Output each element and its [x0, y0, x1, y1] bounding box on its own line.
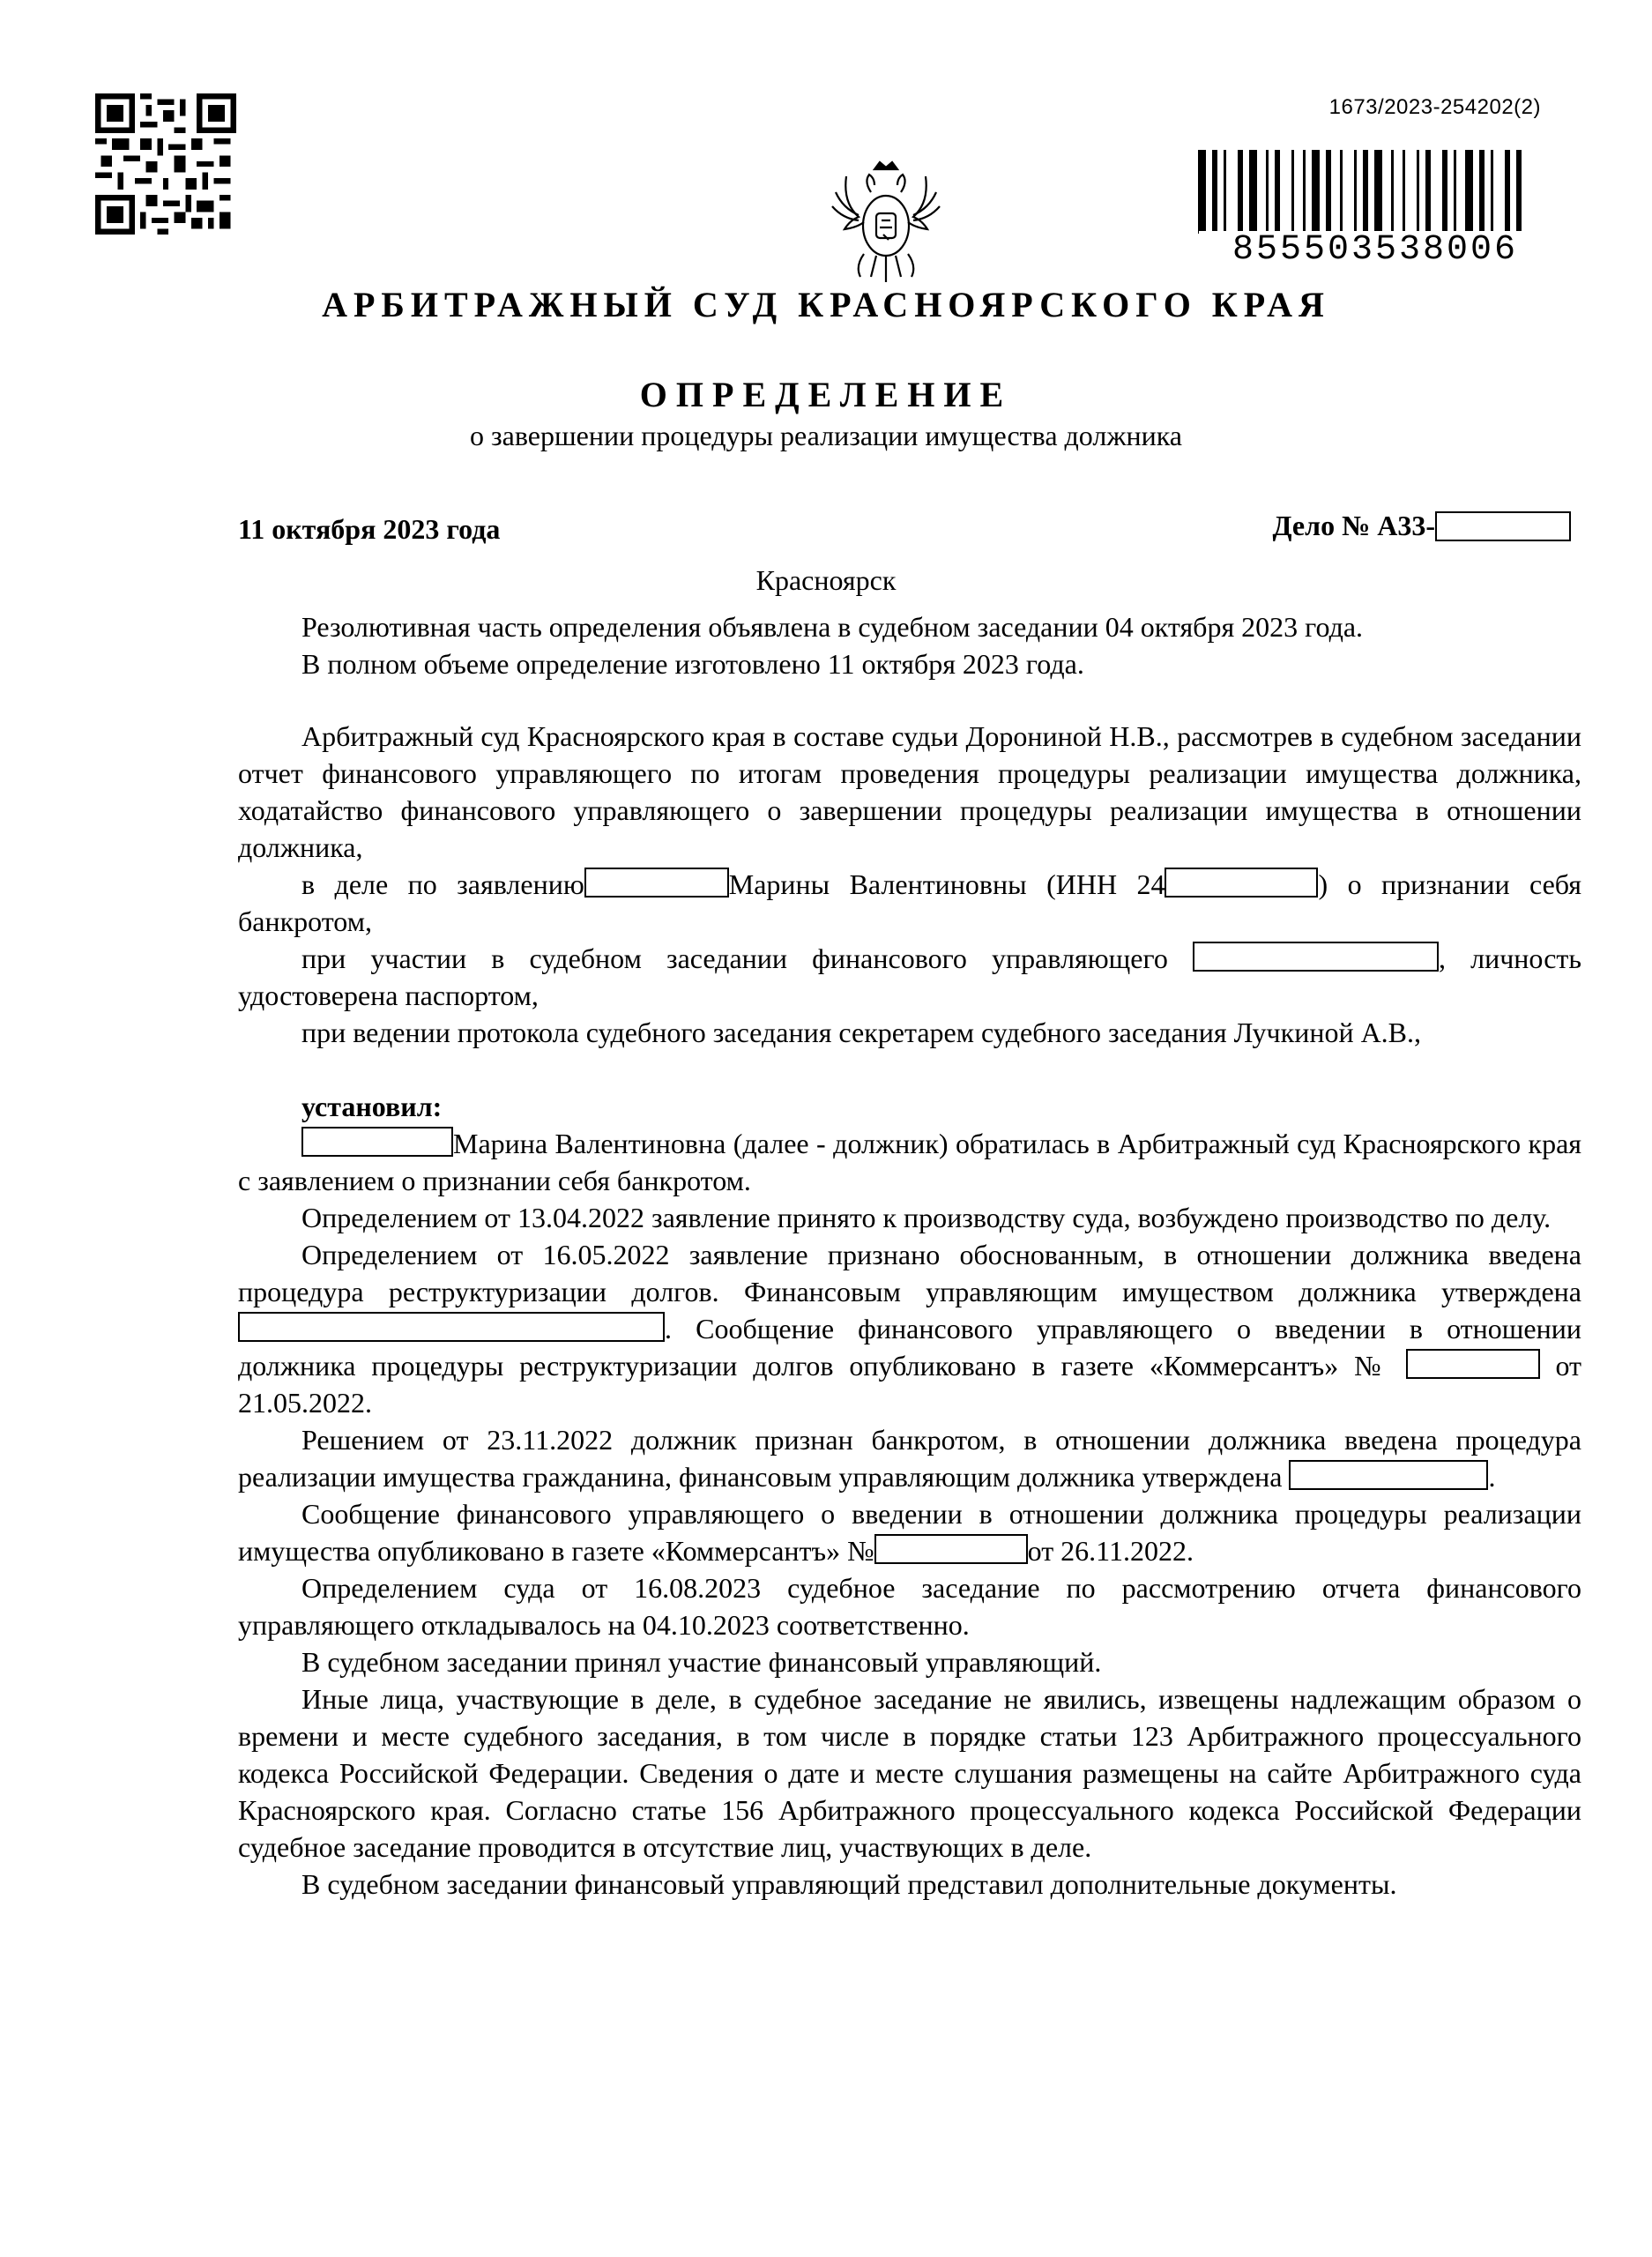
case-number — [1273, 510, 1571, 542]
paragraph — [238, 1236, 1581, 1421]
text-fragment: Марины Валентиновны (ИНН 24 — [728, 868, 1165, 900]
established-heading: установил: — [301, 1091, 443, 1122]
redacted-publication-number — [1406, 1349, 1540, 1379]
text-fragment: в деле по заявлению — [301, 868, 584, 900]
city: Красноярск — [755, 564, 897, 596]
paragraph: Определением от 13.04.2022 заявление принято к производству суда, возбуждено производство по делу. — [301, 1202, 1552, 1233]
paragraph — [238, 1125, 1581, 1199]
text-fragment: от 26.11.2022. — [1027, 1535, 1194, 1567]
text-fragment: Определением от 16.05.2022 заявление признано обоснованным, в отношении должника введена процедура реструктуризации долгов. Финансовым управляющим имуществом должника утверждена — [238, 1239, 1581, 1307]
court-name: АРБИТРАЖНЫЙ СУД КРАСНОЯРСКОГО КРАЯ — [322, 285, 1330, 324]
coat-of-arms-icon — [829, 157, 943, 289]
qr-code-icon — [95, 93, 236, 235]
redacted-manager-name — [1289, 1460, 1488, 1490]
document-body — [238, 608, 1581, 1903]
redacted-publication-number — [874, 1534, 1028, 1564]
redacted-case-number — [1435, 511, 1571, 541]
text-fragment: при участии в судебном заседании финансового управляющего — [301, 942, 1168, 974]
paragraph: Иные лица, участвующие в деле, в судебное заседание не явились, извещены надлежащим образом о времени и месте судебного заседания, в том числе в порядке статьи 123 Арбитражного процессуального кодекса Российской Федерации. Сведения о дате и месте слушания размещены на сайте Арбитражного суда Красноярского края. Согласно статье 156 Арбитражного процессуального кодекса Российской Федерации судебное заседание проводится в отсутствие лиц, участвующих в деле. — [238, 1683, 1581, 1863]
text-fragment: от 21.05.2022. — [238, 1350, 1582, 1419]
paragraph: Резолютивная часть определения объявлена в судебном заседании 04 октября 2023 года. — [301, 611, 1364, 643]
document-id: 1673/2023-254202(2) — [1328, 95, 1541, 119]
text-fragment: ) о признании себя банкротом, — [238, 868, 1581, 937]
paragraph: В судебном заседании принял участие финансовый управляющий. — [301, 1646, 1102, 1678]
text-fragment: Сообщение финансового управляющего о введении в отношении должника процедуры реализации имущества опубликовано в газете «Коммерсантъ» № — [238, 1498, 1581, 1567]
text-fragment: Марина Валентиновна (далее - должник) обратилась в Арбитражный суд Красноярского края с заявлением о признании себя банкротом. — [238, 1128, 1581, 1196]
paragraph: В полном объеме определение изготовлено 11 октября 2023 года. — [301, 648, 1084, 680]
document-date: 11 октября 2023 года — [238, 513, 501, 545]
text-fragment: . Сообщение финансового управляющего о введении в отношении должника процедуры реструктуризации долгов опубликовано в газете «Коммерсантъ» № — [238, 1313, 1581, 1382]
case-label: Дело № А33- — [1272, 510, 1435, 541]
paragraph: Определением суда от 16.08.2023 судебное заседание по рассмотрению отчета финансового управляющего откладывалось на 04.10.2023 соответственно. — [238, 1572, 1581, 1641]
barcode-number: 855503538006 — [1199, 231, 1552, 270]
paragraph — [238, 1495, 1581, 1569]
paragraph — [238, 940, 1581, 1014]
paragraph — [238, 1421, 1581, 1495]
document-subtitle: о завершении процедуры реализации имущества должника — [470, 420, 1182, 451]
paragraph — [238, 866, 1581, 940]
text-fragment: . — [1488, 1461, 1496, 1493]
paragraph: В судебном заседании финансовый управляющий представил дополнительные документы. — [301, 1868, 1397, 1900]
redacted-inn — [1165, 868, 1318, 898]
text-fragment: , личность удостоверена паспортом, — [238, 942, 1581, 1011]
paragraph: Арбитражный суд Красноярского края в составе судьи Дорониной Н.В., рассмотрев в судебном заседании отчет финансового управляющего по итогам проведения процедуры реализации имущества должника, ходатайство финансового управляющего о завершении процедуры реализации имущества в отношении должника, — [238, 720, 1581, 863]
paragraph: при ведении протокола судебного заседания секретарем судебного заседания Лучкиной А.В., — [301, 1017, 1422, 1048]
redacted-manager-name — [238, 1312, 665, 1342]
redacted-manager-name — [1193, 942, 1439, 972]
text-fragment: Решением от 23.11.2022 должник признан банкротом, в отношении должника введена процедура реализации имущества гражданина, финансовым управляющим должника утверждена — [238, 1424, 1581, 1493]
redacted-surname — [584, 868, 729, 898]
redacted-surname — [301, 1127, 453, 1157]
document-title: ОПРЕДЕЛЕНИЕ — [639, 375, 1013, 414]
